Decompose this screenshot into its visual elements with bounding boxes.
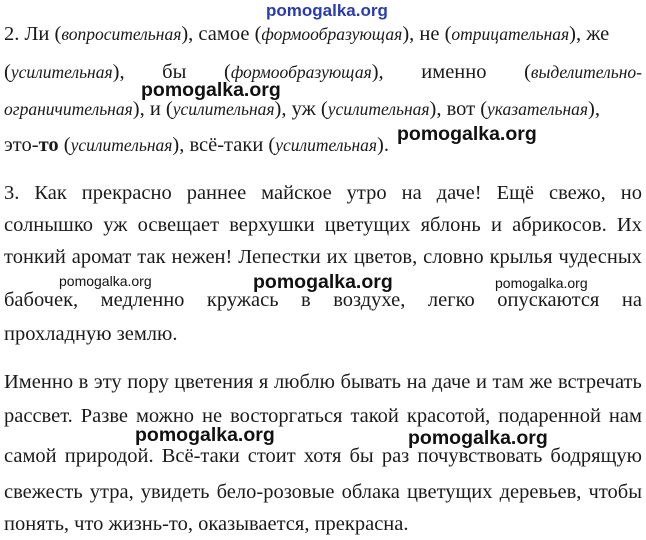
watermark-top: pomogalka.org — [266, 1, 388, 20]
section3-p2-line-1: Именно в эту пору цветения я люблю бывать на даче и там же встречать — [4, 371, 642, 393]
watermark: pomogalka.org — [495, 275, 588, 291]
watermark: pomogalka.org — [59, 273, 152, 289]
watermark: pomogalka.org — [397, 123, 537, 145]
watermark: pomogalka.org — [141, 79, 281, 101]
watermark: pomogalka.org — [253, 271, 393, 293]
section3-p2-line-2: рассвет. Разве можно не восторгаться такой красотой, подаренной нам — [4, 405, 642, 427]
section2-line-3: ограничительная), и (усилительная), уж (усилительная), вот (указательная), — [4, 98, 600, 120]
section2-line-4: это-то (усилительная), всё-таки (усилительная). — [4, 134, 389, 156]
section3-p1-line-1: 3. Как прекрасно раннее майское утро на даче! Ещё свежо, но — [4, 182, 642, 204]
section3-p1-line-3: тонкий аромат так нежен! Лепестки их цветов, словно крылья чудесных — [4, 246, 642, 268]
section3-p1-line-2: солнышко уж освещает верхушки цветущих яблонь и абрикосов. Их — [4, 214, 642, 236]
section3-p2-line-4: свежесть утра, увидеть бело-розовые облака цветущих деревьев, чтобы — [4, 481, 642, 503]
watermark: pomogalka.org — [135, 424, 275, 446]
section3-p1-line-5: прохладную землю. — [4, 323, 178, 345]
watermark: pomogalka.org — [408, 427, 548, 449]
text-run: 2. Ли (вопросительная), самое (формообразующая), не (отрицательная), же — [4, 23, 610, 45]
section2-line-1 — [4, 22, 642, 46]
section3-p2-line-3: самой природой. Всё-таки стоит хотя бы раз почувствовать бодрящую — [4, 445, 642, 467]
section3-p2-line-5: понять, что жизнь-то, оказывается, прекрасна. — [4, 513, 409, 535]
section2-line-2: (усилительная), бы (формообразующая), именно (выделительно- — [4, 61, 642, 83]
section3-p1-line-4: бабочек, медленно кружась в воздухе, легко опускаются на — [4, 289, 642, 311]
